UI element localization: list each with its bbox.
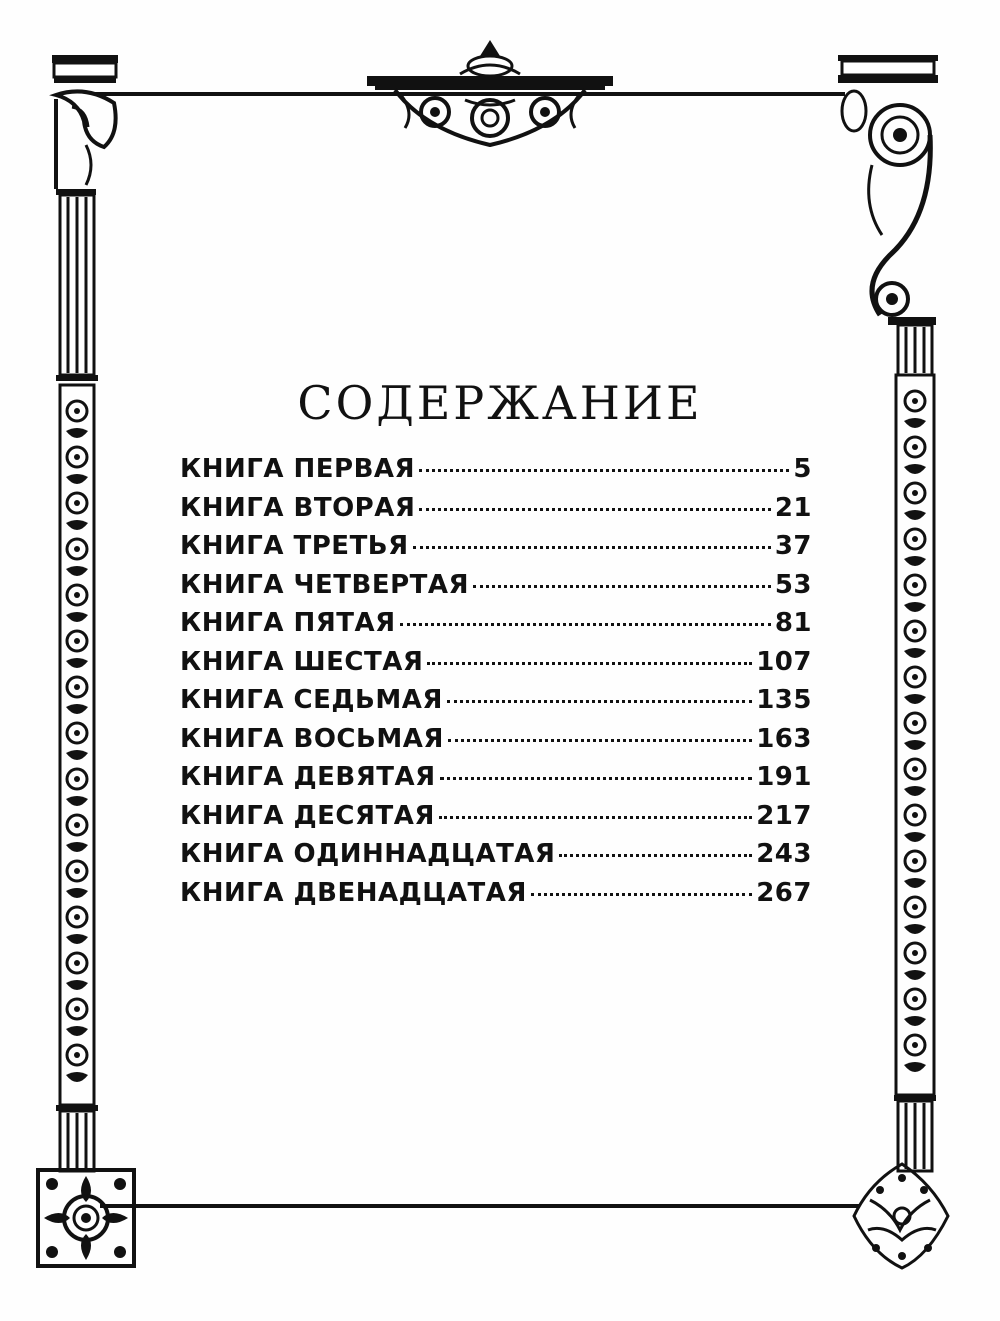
dot-leader (447, 674, 752, 703)
toc-entry-page: 5 (793, 454, 812, 484)
toc-entry-page: 37 (774, 531, 812, 561)
toc-entry-label: КНИГА СЕДЬМАЯ (180, 685, 443, 715)
list-item[interactable] (180, 872, 812, 911)
toc-entry-label: КНИГА ВОСЬМАЯ (180, 723, 444, 754)
dot-leader (427, 636, 752, 665)
toc-entry-page: 243 (756, 839, 812, 869)
toc-entry-page: 81 (774, 608, 812, 638)
toc-entry-label: КНИГА ЧЕТВЕРТАЯ (180, 569, 470, 600)
frame-bottom-rule (100, 1204, 860, 1208)
corner-rosette-ornament (36, 1168, 136, 1268)
right-column-ornament (832, 55, 942, 1175)
toc-entry-label: КНИГА ВТОРАЯ (180, 492, 416, 523)
dot-leader (419, 482, 770, 511)
toc-list (180, 448, 812, 910)
toc-entry-page: 217 (756, 800, 812, 831)
dot-leader (413, 520, 771, 549)
dot-leader (559, 828, 752, 857)
toc-entry-label: КНИГА ШЕСТАЯ (180, 646, 424, 677)
dot-leader (531, 867, 752, 896)
dot-leader (419, 443, 789, 472)
toc-entry-page: 163 (756, 723, 812, 754)
page-title: СОДЕРЖАНИЕ (297, 376, 703, 430)
dot-leader (400, 597, 771, 626)
toc-entry-page: 135 (756, 685, 812, 715)
dot-leader (448, 713, 752, 742)
toc-entry-page: 21 (774, 492, 812, 523)
dot-leader (440, 751, 753, 780)
toc-entry-label: КНИГА ТРЕТЬЯ (180, 531, 409, 561)
toc-entry-label: КНИГА ДВЕНАДЦАТАЯ (180, 877, 527, 908)
top-crest-ornament (365, 38, 615, 150)
toc-entry-label: КНИГА ДЕВЯТАЯ (180, 762, 436, 792)
toc-entry-label: КНИГА ПЯТАЯ (180, 608, 396, 638)
toc-entry-page: 53 (774, 569, 812, 600)
toc-entry-page: 107 (756, 646, 812, 677)
toc-entry-label: КНИГА ПЕРВАЯ (180, 454, 416, 484)
toc-entry-page: 191 (756, 762, 812, 792)
dot-leader (439, 790, 752, 819)
corner-foliage-ornament (850, 1160, 954, 1272)
left-column-ornament (42, 55, 120, 1275)
toc-entry-label: КНИГА ОДИННАДЦАТАЯ (180, 839, 556, 869)
toc-entry-label: КНИГА ДЕСЯТАЯ (180, 800, 435, 831)
dot-leader (473, 559, 771, 588)
toc-entry-page: 267 (756, 877, 812, 908)
